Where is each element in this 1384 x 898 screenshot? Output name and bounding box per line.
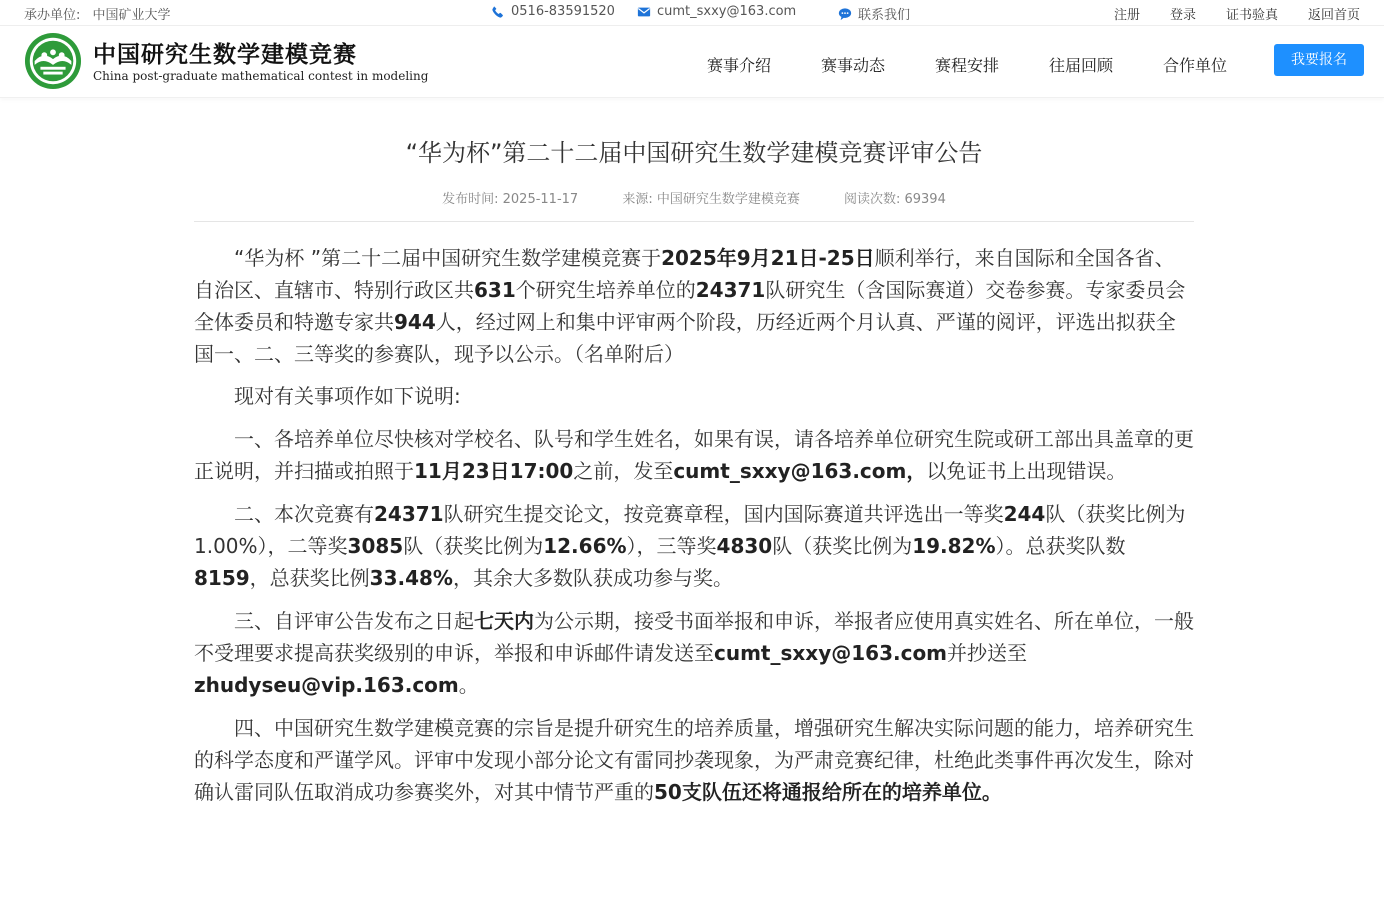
publish-time: 发布时间: 2025-11-17: [442, 192, 579, 207]
organizer-label: 承办单位:: [24, 8, 81, 23]
paragraph-text: 为公示期，接受书面举报和申诉，举报者应使用真实姓名、所在单位，一般不受理要求提高获奖级别的申诉，举报和申诉邮件请发送至: [194, 609, 1194, 665]
article-meta: [194, 188, 1194, 222]
paragraph-text: 队（获奖比例为: [772, 534, 913, 558]
article-paragraph: [194, 380, 1194, 412]
article-paragraph: [194, 242, 1194, 370]
emphasis-text: cumt_sxxy@163.com，: [673, 459, 927, 483]
emphasis-text: 3085: [347, 534, 404, 558]
organizer-name: 中国矿业大学: [92, 8, 171, 23]
main-nav: [707, 53, 1277, 76]
email-address: cumt_sxxy@163.com: [657, 4, 797, 19]
email-contact[interactable]: [637, 4, 796, 19]
emphasis-text: 11月23日17:00: [414, 459, 574, 483]
signup-button[interactable]: 我要报名: [1274, 44, 1364, 76]
paragraph-text: ），三等奖: [626, 534, 717, 558]
view-count: 阅读次数: 69394: [843, 192, 946, 207]
emphasis-text: 33.48%: [369, 566, 453, 590]
top-links: [1114, 4, 1360, 23]
emphasis-text: 七天内: [474, 609, 534, 633]
site-header: [0, 26, 1384, 98]
nav-item-news[interactable]: 赛事动态: [821, 56, 886, 75]
nav-item-intro[interactable]: 赛事介绍: [707, 56, 772, 75]
paragraph-text: ，其余大多数队获成功参与奖。: [452, 566, 733, 590]
chat-icon: [838, 7, 852, 21]
paragraph-text: 队研究生（含国际赛道）交卷参赛。专家委员会全体委员和特邀专家共: [194, 278, 1186, 334]
top-bar: [0, 0, 1384, 26]
emphasis-text: 24371: [695, 278, 766, 302]
article-paragraph: [194, 498, 1194, 594]
article-source: 来源: 中国研究生数学建模竞赛: [622, 192, 800, 207]
phone-contact: [491, 4, 615, 19]
certificate-verify-link[interactable]: 证书验真: [1225, 8, 1278, 23]
emphasis-text: 4830: [716, 534, 773, 558]
paragraph-text: 。: [458, 673, 479, 697]
paragraph-text: 以免证书上出现错误。: [926, 459, 1127, 483]
paragraph-text: 人，经过网上和集中评审两个阶段，历经近两个月认真、严谨的阅评，评选出拟获全国一、二、三等奖的参赛队，现予以公示。（名单附后）: [194, 310, 1176, 366]
login-link[interactable]: 登录: [1169, 8, 1196, 23]
paragraph-text: ）。总获奖队数: [995, 534, 1126, 558]
paragraph-text: ，总获奖比例: [249, 566, 370, 590]
paragraph-text: 之前，发至: [573, 459, 674, 483]
phone-icon: [491, 5, 505, 19]
emphasis-text: 8159: [194, 566, 250, 590]
nav-item-partners[interactable]: 合作单位: [1163, 56, 1228, 75]
paragraph-text: 二、本次竞赛有: [234, 502, 374, 526]
emphasis-text: 944: [394, 310, 436, 334]
article-title: “华为杯”第二十二届中国研究生数学建模竞赛评审公告: [405, 139, 983, 167]
phone-number: 0516-83591520: [511, 4, 615, 19]
emphasis-text: cumt_sxxy@163.com: [714, 641, 948, 665]
contest-logo[interactable]: [24, 32, 82, 90]
home-link[interactable]: 返回首页: [1307, 8, 1360, 23]
contact-us-label: 联系我们: [858, 8, 911, 23]
article-body: [194, 242, 1194, 808]
article-paragraph: [194, 423, 1194, 487]
emphasis-text: 12.66%: [543, 534, 627, 558]
emphasis-text: 2025年9月21日-25日: [661, 246, 875, 270]
article: [194, 100, 1194, 819]
mail-icon: [637, 5, 651, 19]
paragraph-text: 现对有关事项作如下说明:: [234, 384, 461, 408]
emphasis-text: 50支队伍还将通报给所在的培养单位。: [654, 780, 1002, 804]
article-paragraph: [194, 712, 1194, 808]
brand-subtitle: China post-graduate mathematical contest in modeling: [93, 69, 429, 83]
brand-title[interactable]: 中国研究生数学建模竞赛: [93, 42, 357, 68]
article-paragraph: [194, 605, 1194, 701]
paragraph-text: 并抄送至: [947, 641, 1028, 665]
nav-item-schedule[interactable]: 赛程安排: [935, 56, 1000, 75]
paragraph-text: 队（获奖比例为: [403, 534, 544, 558]
register-link[interactable]: 注册: [1113, 8, 1140, 23]
paragraph-text: 一、各培养单位尽快核对学校名、队号和学生姓名，如果有误，请各培养单位研究生院或研工部出具盖章的更正说明，并扫描或拍照于: [194, 427, 1194, 483]
paragraph-text: 四、中国研究生数学建模竞赛的宗旨是提升研究生的培养质量，增强研究生解决实际问题的能力，培养研究生的科学态度和严谨学风。评审中发现小部分论文有雷同抄袭现象，为严肃竞赛纪律，杜绝此类事件再次发生，除对确认雷同队伍取消成功参赛奖外，对其中情节严重的: [194, 716, 1194, 804]
organizer: [24, 4, 179, 23]
emphasis-text: 244: [1003, 502, 1046, 526]
emphasis-text: 19.82%: [912, 534, 996, 558]
paragraph-text: 个研究生培养单位的: [515, 278, 696, 302]
emphasis-text: zhudyseu@vip.163.com: [194, 673, 459, 697]
emphasis-text: 631: [474, 278, 516, 302]
paragraph-text: “华为杯 ”第二十二届中国研究生数学建模竞赛于: [234, 246, 662, 270]
paragraph-text: 队研究生提交论文，按竞赛章程，国内国际赛道共评选出一等奖: [443, 502, 1004, 526]
paragraph-text: 队（获奖比例为1.00%），二等奖: [194, 502, 1186, 558]
contact-us-link[interactable]: [838, 4, 910, 23]
paragraph-text: 顺利举行，来自国际和全国各省、自治区、直辖市、特别行政区共: [194, 246, 1175, 302]
nav-item-review[interactable]: 往届回顾: [1049, 56, 1114, 75]
emphasis-text: 24371: [374, 502, 444, 526]
paragraph-text: 三、自评审公告发布之日起: [234, 609, 474, 633]
